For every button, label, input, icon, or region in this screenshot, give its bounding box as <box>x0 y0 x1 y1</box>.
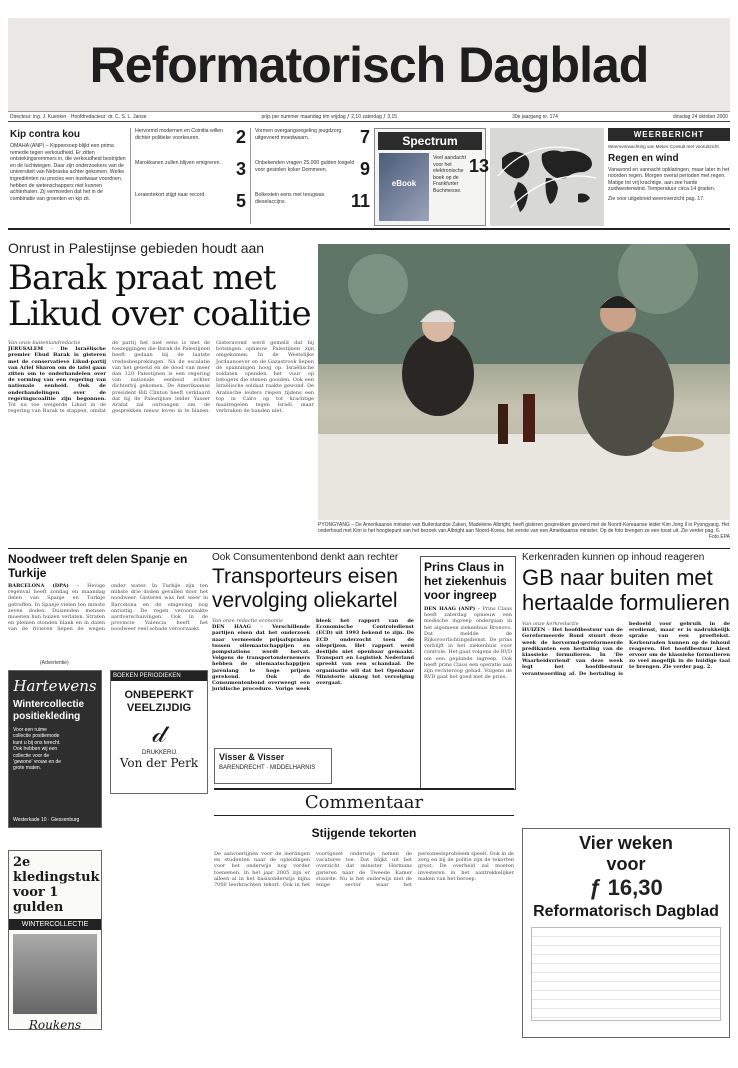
spain-text: Hevige regenval heeft zondag en maandag delen van Spanje en Turkije getroffen. In Spanje vielen ten minste zeven doden. Duizenden mensen moesten hun huizen verlaten. Straten en pleinen stonden blank en in dalen van de rivieren liepen de wegen onder water. In Turkije zijn ten minste drie doden gevallen door het noodweer. Gisteren was het weer in Barcelona en de omgeving nog onrustig. De regen veroorzaakte aardverschuivingen. Ook in de provincie Valencia heeft het noodweer veel schade veroorzaakt. <box>8 583 208 633</box>
kerk-byline: Van onze kerkredactie <box>522 621 579 627</box>
hartewens-ad[interactable] <box>8 670 102 828</box>
index-item[interactable]: Onbekenden vragen 25.000 gulden losgeld voor gestolen koker Dommeen. 9 <box>255 159 370 179</box>
editors-line: Directeur: ing. J. Kuenker · Hoofdredacteur: dr. C. S. L. Janse <box>10 114 147 120</box>
weather-title: Regen en wind <box>608 152 679 164</box>
subscription-brand: Reformatorisch Dagblad <box>533 903 719 920</box>
issue-number: 30e jaargang nr. 174 <box>512 114 558 120</box>
kerk-ref: Zie verder pag. 2. <box>662 664 713 671</box>
kort-title: Kip contra kou <box>10 129 81 140</box>
weather-box <box>608 128 730 203</box>
hartewens-footer: Westerkade 10 · Giessenburg <box>13 817 80 823</box>
lead-text: Tot nu toe weigerde Likud in de regering van Barak te stappen, omdat de partij het niet eens is met de toezeggingen die Barak de Palestijnen heeft gedaan bij de laatste vredesbesprekingen. Na de escalatie van het geweld en de dood van meer dan 120 Palestijnen is een regering van nationale eenheid echter dichterbij gekomen. De Amerikaanse president Bill Clinton heeft verklaard dat hij de Palestijnse leider Yasser Arafat zal ontvangen om de gesprekken nieuw leven in te blazen. Gisteravond werd gemeld dat bij botsingen opnieuw Palestijnen zijn omgekomen. In de Westelijke Jordaanoever en de Gazastrook liepen de spanningen hoog op. Israëlische soldaten openden het vuur op betogers die stenen gooiden. Ook een Israëlische soldaat raakte gewond. De Arabische leiders riepen tijdens een top in Caïro op tot krachtige maatregelen tegen Israël, maar verbraken de banden niet. <box>8 340 314 415</box>
spectrum-box[interactable] <box>374 128 490 226</box>
weather-label: WEERBERICHT <box>608 128 730 141</box>
kerk-kicker: Kerkenraden kunnen op inhoud reageren <box>522 552 705 563</box>
subscription-form[interactable] <box>531 927 721 1021</box>
divider <box>8 548 730 549</box>
lead-headline[interactable]: Barak praat met Likud over coalitie <box>8 258 311 334</box>
weather-ref: Zie voor uitgebreid weeroverzicht pag. 17. <box>608 195 705 202</box>
lead-body: Van onze buitenlandredactie JERUSALEM – De Israëlische premier Ehud Barak is gisteren met de conservatieve Likud-partij van Ariel Sharon om de tafel gaan zitten om te onderhandelen over de vorming van een regering van nationale eenheid. Ook de onderhandelingen over de regeringscoalitie zijn begonnen. Tot nu toe weigerde Likud in de regering van Barak te stappen, omdat de partij het niet eens is met de toezeggingen die Barak de Palestijnen heeft gedaan bij de laatste vredesbesprekingen. Na de escalatie van het geweld en de dood van meer dan 120 Palestijnen is een regering van nationale eenheid echter dichterbij gekomen. De Amerikaanse president Bill Clinton heeft verklaard dat hij de Palestijnse leider Yasser Arafat zal ontvangen om de gesprekken nieuw leven in te blazen. Gisteravond werd gemeld dat bij botsingen opnieuw Palestijnen zijn omgekomen. In de Westelijke Jordaanoever en de Gazastrook liepen de spanningen hoog op. Israëlische soldaten openden het vuur op betogers die stenen gooiden. Ook een Israëlische soldaat raakte gewond. De Arabische leiders riepen tijdens een top in Caïro op tot krachtige maatregelen tegen Israël, maar verbraken de banden niet. <box>8 340 314 415</box>
ad-marker: (Advertentie) <box>40 660 69 666</box>
commentaar-body: De aanvoerlijnen voor de leerlingen en studenten naar de opleidingen voor het onderwijs nog verder toenemen. In het jaar 2005 zijn er alleen al in het basisonderwijs bijna 7000 leerkrachten tekort. Ook in het voortgezet onderwijs nemen de vacatures toe. Dat blijkt uit het overzicht dat minister Hermans gisteren naar de Tweede Kamer stuurde. Nu is het onderwijs niet de enige sector waar het personeelsprobleem speelt. Ook in de zorg en bij de politie zijn de tekorten groot. De overheid zal moeten investeren in het aantrekkelijker maken van het beroep. <box>214 851 514 889</box>
photo-credit: Foto EPA <box>708 534 730 540</box>
transport-story <box>212 552 414 740</box>
commentaar-headline[interactable]: Stijgende tekorten <box>311 826 417 840</box>
hartewens-body: Voor een ruime collectie positiemode kunt u bij ons terecht. Ook hebben wij een collectie voor de 'gewone' vrouw en de grote maten. <box>13 727 62 772</box>
page-number: 3 <box>235 159 246 179</box>
visser-sub: BARENDRECHT · MIDDELHARNIS <box>219 765 316 771</box>
kort-body: OMAHA (ANP) – Kippensoep blijkt een prima remedie tegen verkoudheid. Er zitten ontstekingsremmers in, die verkoudheid bestrijden en de luchtwegen. Daar zijn onderzoekers van de universiteit van Nebraska achter gekomen. Welke ingrediënten nu precies een inzetwaar voordoen, hebben de wetenschappers niet kunnen achterhalen. Zij vermoeden dat het in de combinatie van groenten en kip zit. <box>10 143 126 202</box>
hartewens-title: Wintercollectie positiekleding <box>13 699 85 722</box>
spectrum-text: Veel aandacht voor het elektronische boek op de Frankfurter Buchmesse. <box>433 155 466 194</box>
spain-story <box>8 552 208 661</box>
meta-line <box>8 112 730 122</box>
lead-dateline: JERUSALEM <box>8 346 44 353</box>
index-item[interactable]: Vormen overgangsregeling jeugdzorg uitgevoerd moedwaarn. 7 <box>255 127 370 147</box>
spain-dateline: BARCELONA (DPA) <box>8 583 69 589</box>
page-number: 5 <box>235 191 246 211</box>
transport-byline: Van onze redactie economie <box>212 618 284 624</box>
price-line: prijs per nummer maandag t/m vrijdag ƒ 2,10 zaterdag ƒ 3,15 <box>261 114 398 120</box>
page-number: 9 <box>359 159 370 179</box>
kerk-text: Het hoofdbestuur van de Gereformeerde Bond stuurt deze week de hervormd-gereformeerde predikanten een hertaling van de klassieke formulieren. In 'De Waarheidsvriend' van deze week legt het hoofdbestuur verantwoording af. De hertaling is bedoeld voor gebruik in de eredienst, maar er is nadrukkelijk sprake van een proeftekst. Kerkenraden kunnen op de inhoud reageren. Het hoofdbestuur kiest ervoor om de klassieke formulieren zo veel mogelijk in de huidige taal te brengen. <box>522 621 730 677</box>
weather-body: Vanavond en vannacht opklaringen, maar later in het noorden regen. Morgen overal perioden met regen. Matige tot vrij krachtige, aan zee harde zuidwestenwind. Temperatuur circa 14 graden. <box>608 166 730 193</box>
spain-body: BARCELONA (DPA) – Hevige regenval heeft zondag en maandag delen van Spanje en Turkije getroffen. In Spanje vielen ten minste zeven doden. Duizenden mensen moesten hun huizen verlaten. Straten en pleinen stonden blank en in dalen van de rivieren liepen de wegen onder water. In Turkije zijn ten minste drie doden gevallen door het noodweer. Gisteren was het weer in Barcelona en de omgeving nog onrustig. De regen veroorzaakte aardverschuivingen. Ook in de provincie Valencia heeft het noodweer veel schade veroorzaakt. <box>8 583 208 633</box>
subscription-line2: voor <box>606 854 646 874</box>
page-number: 11 <box>350 191 370 211</box>
kleding-sub: WINTERCOLLECTIE <box>9 919 101 930</box>
transport-dateline: DEN HAAG <box>212 624 251 631</box>
lead-intro: De Israëlische premier Ehud Barak is gisteren met de conservatieve Likud-partij van Ariel Sharon om de tafel gaan zitten om te onderhandelen over de vorming van een regering van nationale eenheid. Ook de onderhandelingen over de regeringscoalitie zijn begonnen. <box>8 346 106 402</box>
visser-brand: Visser & Visser <box>219 752 285 762</box>
ebook-cover: eBook <box>379 153 429 221</box>
kleding-photo <box>13 934 97 1014</box>
subscription-price: ƒ 16,30 <box>589 875 663 900</box>
kleding-ad[interactable] <box>8 850 102 1030</box>
visser-ad[interactable] <box>214 748 332 784</box>
spectrum-title: Spectrum <box>378 132 482 150</box>
claus-dateline: DEN HAAG (ANP) <box>424 606 476 612</box>
commentaar <box>214 788 514 1068</box>
index-item[interactable]: Leraentekort stijgt naar record. 5 <box>135 191 246 211</box>
vonder-tag: BOEKEN PERIODIEKEN <box>111 671 207 681</box>
photo-caption <box>318 522 730 540</box>
index-item[interactable]: Bolkestein eens met terugwas dieselaccijns. 11 <box>255 191 370 211</box>
transport-kicker: Ook Consumentenbond denkt aan rechter <box>212 552 399 563</box>
transport-body: Van onze redactie economie DEN HAAG – Verschillende partijen eisen dat het onderzoek naar vermeende prijsafspraken tussen oliemaatschappijen en pompstations wordt hervat. Volgens de transportondernemers hebben de oliemaatschappijen jarenlang te hoge prijzen gerekend. Ook de Consumentenbond overweegt een juridische procedure. Vorige week bleek het rapport van de Economische Controledienst (ECD) uit 1993 bekend te zijn. De ECD onderzocht toen de olieprijzen. Het rapport werd destijds niet openbaar gemaakt. Transport en Logistiek Nederland spreekt van een schandaal. De organisatie wil dat het Openbaar Ministerie alsnog tot vervolging overgaat. <box>212 618 414 693</box>
issue-date: dinsdag 24 oktober 2000 <box>672 114 728 120</box>
weather-sub: Weersverwachting van Meteo Consult met vooruitzicht <box>608 144 719 149</box>
world-map-icon <box>490 128 604 226</box>
vonder-logo-icon: 𝒹 <box>152 719 166 749</box>
kerk-dateline: HUIZEN <box>522 627 546 634</box>
vonder-ad[interactable] <box>110 670 208 794</box>
claus-body: DEN HAAG (ANP) – Prins Claus heeft zaterdag opnieuw een medische ingreep ondergaan in het algemeen ziekenhuis Bronovo. Dat meldde de Rijksvoorlichtingsdienst. De prins verblijft in het ziekenhuis voor controle. Het gaat volgens de RVD om een geplande ingreep. Ook heeft prins Claus een operatie aan zijn rechteroog gehad. Volgens de RVD gaat het goed met de prins. <box>424 606 512 681</box>
commentaar-label: Commentaar <box>214 788 514 816</box>
masthead <box>8 18 730 112</box>
subscription-line1: Vier weken <box>579 833 673 853</box>
top-strip <box>8 124 730 230</box>
kleding-title: 2e kledingstuk voor 1 gulden <box>13 855 100 915</box>
caption-text: PYONGYANG – De Amerikaanse minister van Buitenlandse Zaken, Madeleine Albright, heeft gisteren gesprekken gevoerd met de Noord-Koreaanse leider Kim Jong Il in Pyongyang. Het onderhoud met Kim is het hoogtepunt van het bezoek van Albright aan Noord-Korea, het eerste van een Amerikaanse minister. Op de foto brengen ze een toost uit. Zie verder pag. 6. <box>318 522 730 534</box>
transport-text: Verschillende partijen eisen dat het onderzoek naar vermeende prijsafspraken tussen oliemaatschappijen en pompstations wordt hervat. Volgens de transportondernemers hebben de oliemaatschappijen jarenlang te hoge prijzen gerekend. Ook de Consumentenbond overweegt een juridische procedure. Vorige week bleek het rapport van de Economische Controledienst (ECD) uit 1993 bekend te zijn. De ECD onderzocht toen de olieprijzen. Het rapport werd destijds niet openbaar gemaakt. Transport en Logistiek Nederland spreekt van een schandaal. De organisatie wil dat het Openbaar Ministerie alsnog tot vervolging overgaat. <box>212 618 414 693</box>
kort-box <box>10 129 128 202</box>
vonder-sub: DRUKKERIJ <box>141 750 176 756</box>
kleding-brand: Roukens <box>28 1018 82 1032</box>
lead-photo[interactable] <box>318 244 730 520</box>
claus-box <box>420 556 516 790</box>
index-item[interactable]: Marokkanen zullen blijven emigreren. 3 <box>135 159 246 179</box>
claus-headline[interactable]: Prins Claus in het ziekenhuis voor ingreep <box>424 560 507 602</box>
lead-kicker: Onrust in Palestijnse gebieden houdt aan <box>8 240 265 256</box>
index-item[interactable]: Hervormd modernen en Coinitia willen dichter politieke voorkeuren. 2 <box>135 127 246 147</box>
subscription-ad[interactable] <box>522 828 730 1038</box>
page-number: 7 <box>359 127 370 147</box>
transport-headline[interactable]: Transporteurs eisen vervolging oliekartel <box>212 565 398 612</box>
lead-byline: Van onze buitenlandredactie <box>8 340 81 346</box>
page-number: 13 <box>469 156 490 176</box>
claus-text: Prins Claus heeft zaterdag opnieuw een medische ingreep ondergaan in het algemeen ziekenhuis Bronovo. Dat meldde de Rijksvoorlichtingsdienst. De prins verblijft in het ziekenhuis voor controle. Het gaat volgens de RVD om een geplande ingreep. Ook heeft prins Claus een operatie aan zijn rechteroog gehad. Volgens de RVD gaat het goed met de prins. <box>424 606 512 681</box>
index-col-2 <box>250 128 370 224</box>
world-map <box>490 128 604 226</box>
hartewens-brand: Hartewens <box>13 677 97 695</box>
kerk-headline[interactable]: GB naar buiten met hertaalde formulieren <box>522 565 730 615</box>
kerk-body: Van onze kerkredactie HUIZEN – Het hoofdbestuur van de Gereformeerde Bond stuurt deze week de hervormd-gereformeerde predikanten een hertaling van de klassieke formulieren. In 'De Waarheidsvriend' van deze week legt het hoofdbestuur verantwoording af. De hertaling is bedoeld voor gebruik in de eredienst, maar er is nadrukkelijk sprake van een proeftekst. Kerkenraden kunnen op de inhoud reageren. Het hoofdbestuur kiest ervoor om de klassieke formulieren zo veel mogelijk in de huidige taal te brengen. Zie verder pag. 2. <box>522 621 730 677</box>
spain-headline[interactable]: Noodweer treft delen Spanje en Turkije <box>8 552 188 580</box>
vonder-brand: Von der Perk <box>119 756 199 770</box>
vonder-title: ONBEPERKT VEELZIJDIG <box>124 689 194 714</box>
index-col-1 <box>130 128 246 224</box>
kerk-story <box>522 552 730 801</box>
page-number: 2 <box>235 127 246 147</box>
photo-scene <box>318 244 730 520</box>
lead-story <box>8 240 314 562</box>
newspaper-title: Reformatorisch Dagblad <box>89 37 649 93</box>
